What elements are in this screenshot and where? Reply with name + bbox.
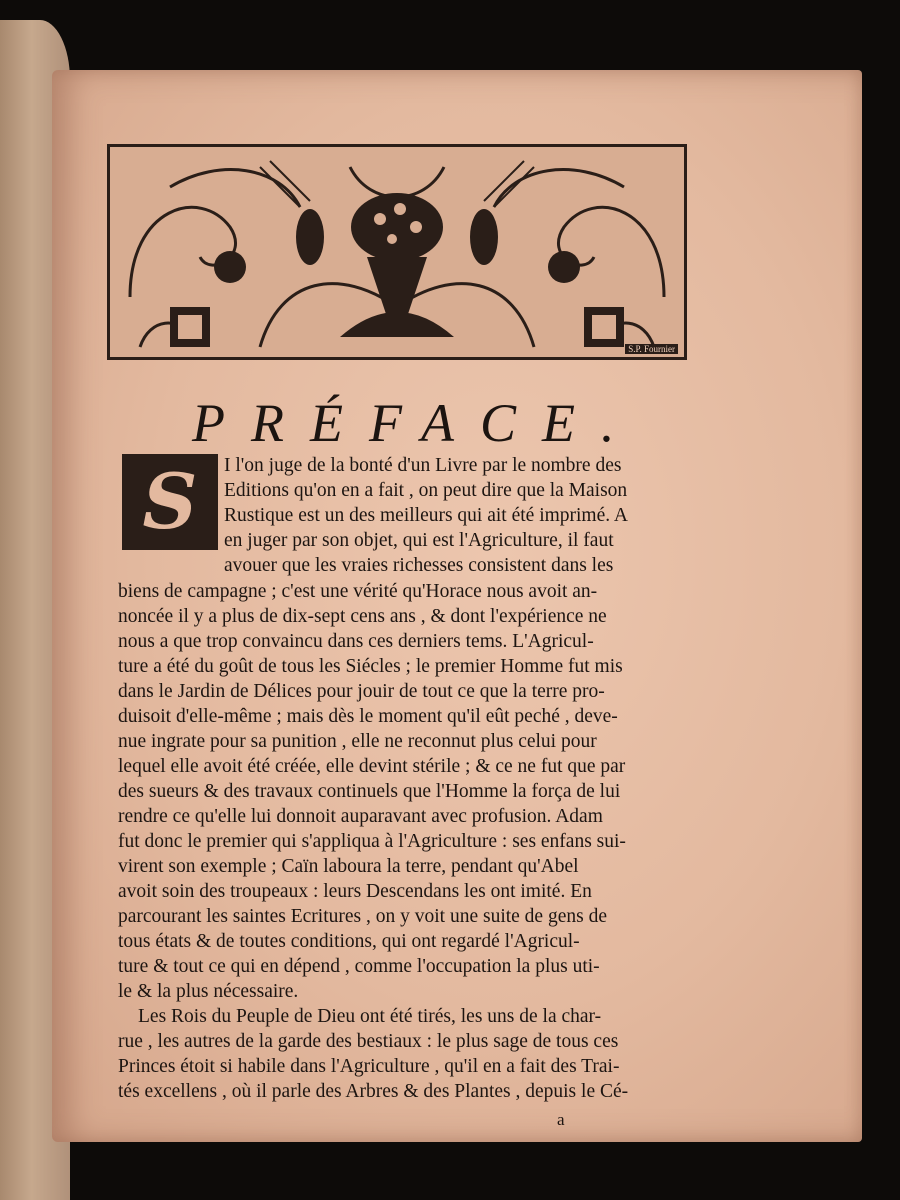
text-line: Princes étoit si habile dans l'Agriculture , qu'il en a fait des Trai- [118, 1056, 620, 1077]
text-line: tés excellens , où il parle des Arbres & des Plantes , depuis le Cé- [118, 1081, 629, 1102]
text-line: Rustique est un des meilleurs qui ait été imprimé. A [224, 505, 629, 526]
text-line: biens de campagne ; c'est une vérité qu'Horace nous avoit an- [118, 581, 598, 602]
text-line: lequel elle avoit été créée, elle devint stérile ; & ce ne fut que par [118, 756, 626, 777]
text-line: en juger par son objet, qui est l'Agriculture, il faut [224, 530, 614, 551]
text-line: des sueurs & des travaux continuels que l'Homme la força de lui [118, 781, 621, 802]
text-line: nous a que trop convaincu dans ces derniers tems. L'Agricul- [118, 631, 594, 652]
text-line: virent son exemple ; Caïn laboura la terre, pendant qu'Abel [118, 856, 579, 877]
text-line: noncée il y a plus de dix-sept cens ans , & dont l'expérience ne [118, 606, 607, 627]
text-line: ture a été du goût de tous les Siécles ; le premier Homme fut mis [118, 656, 623, 677]
headpiece-engraving [110, 147, 684, 357]
signature-mark: a [557, 1110, 565, 1129]
engraver-signature: S.P. Fournier [625, 344, 678, 354]
text-line: avouer que les vraies richesses consistent dans les [224, 555, 614, 576]
text-line: Les Rois du Peuple de Dieu ont été tirés, les uns de la char- [138, 1006, 602, 1027]
text-line: tous états & de toutes conditions, qui ont regardé l'Agricul- [118, 931, 580, 952]
text-line: I l'on juge de la bonté d'un Livre par le nombre des [224, 455, 622, 476]
text-line: rendre ce qu'elle lui donnoit auparavant avec profusion. Adam [118, 806, 603, 827]
drop-cap-letter: S [142, 457, 198, 546]
book-page [52, 70, 862, 1142]
text-line: rue , les autres de la garde des bestiaux : le plus sage de tous ces [118, 1031, 619, 1052]
text-line: le & la plus nécessaire. [118, 981, 299, 1002]
text-line: dans le Jardin de Délices pour jouir de tout ce que la terre pro- [118, 681, 605, 702]
ornamental-headpiece [107, 144, 687, 360]
text-line: ture & tout ce qui en dépend , comme l'occupation la plus uti- [118, 956, 600, 977]
page-heading: PRÉFACE. [192, 393, 641, 453]
text-line: parcourant les saintes Ecritures , on y voit une suite de gens de [118, 906, 607, 927]
text-line: duisoit d'elle-même ; mais dès le moment qu'il eût peché , deve- [118, 706, 618, 727]
text-line: fut donc le premier qui s'appliqua à l'Agriculture : ses enfans sui- [118, 831, 626, 852]
text-line: nue ingrate pour sa punition , elle ne reconnut plus celui pour [118, 731, 597, 752]
text-line: avoit soin des troupeaux : leurs Descendans les ont imité. En [118, 881, 592, 902]
text-line: Editions qu'on en a fait , on peut dire que la Maison [224, 480, 628, 501]
drop-cap-frame [122, 454, 218, 550]
